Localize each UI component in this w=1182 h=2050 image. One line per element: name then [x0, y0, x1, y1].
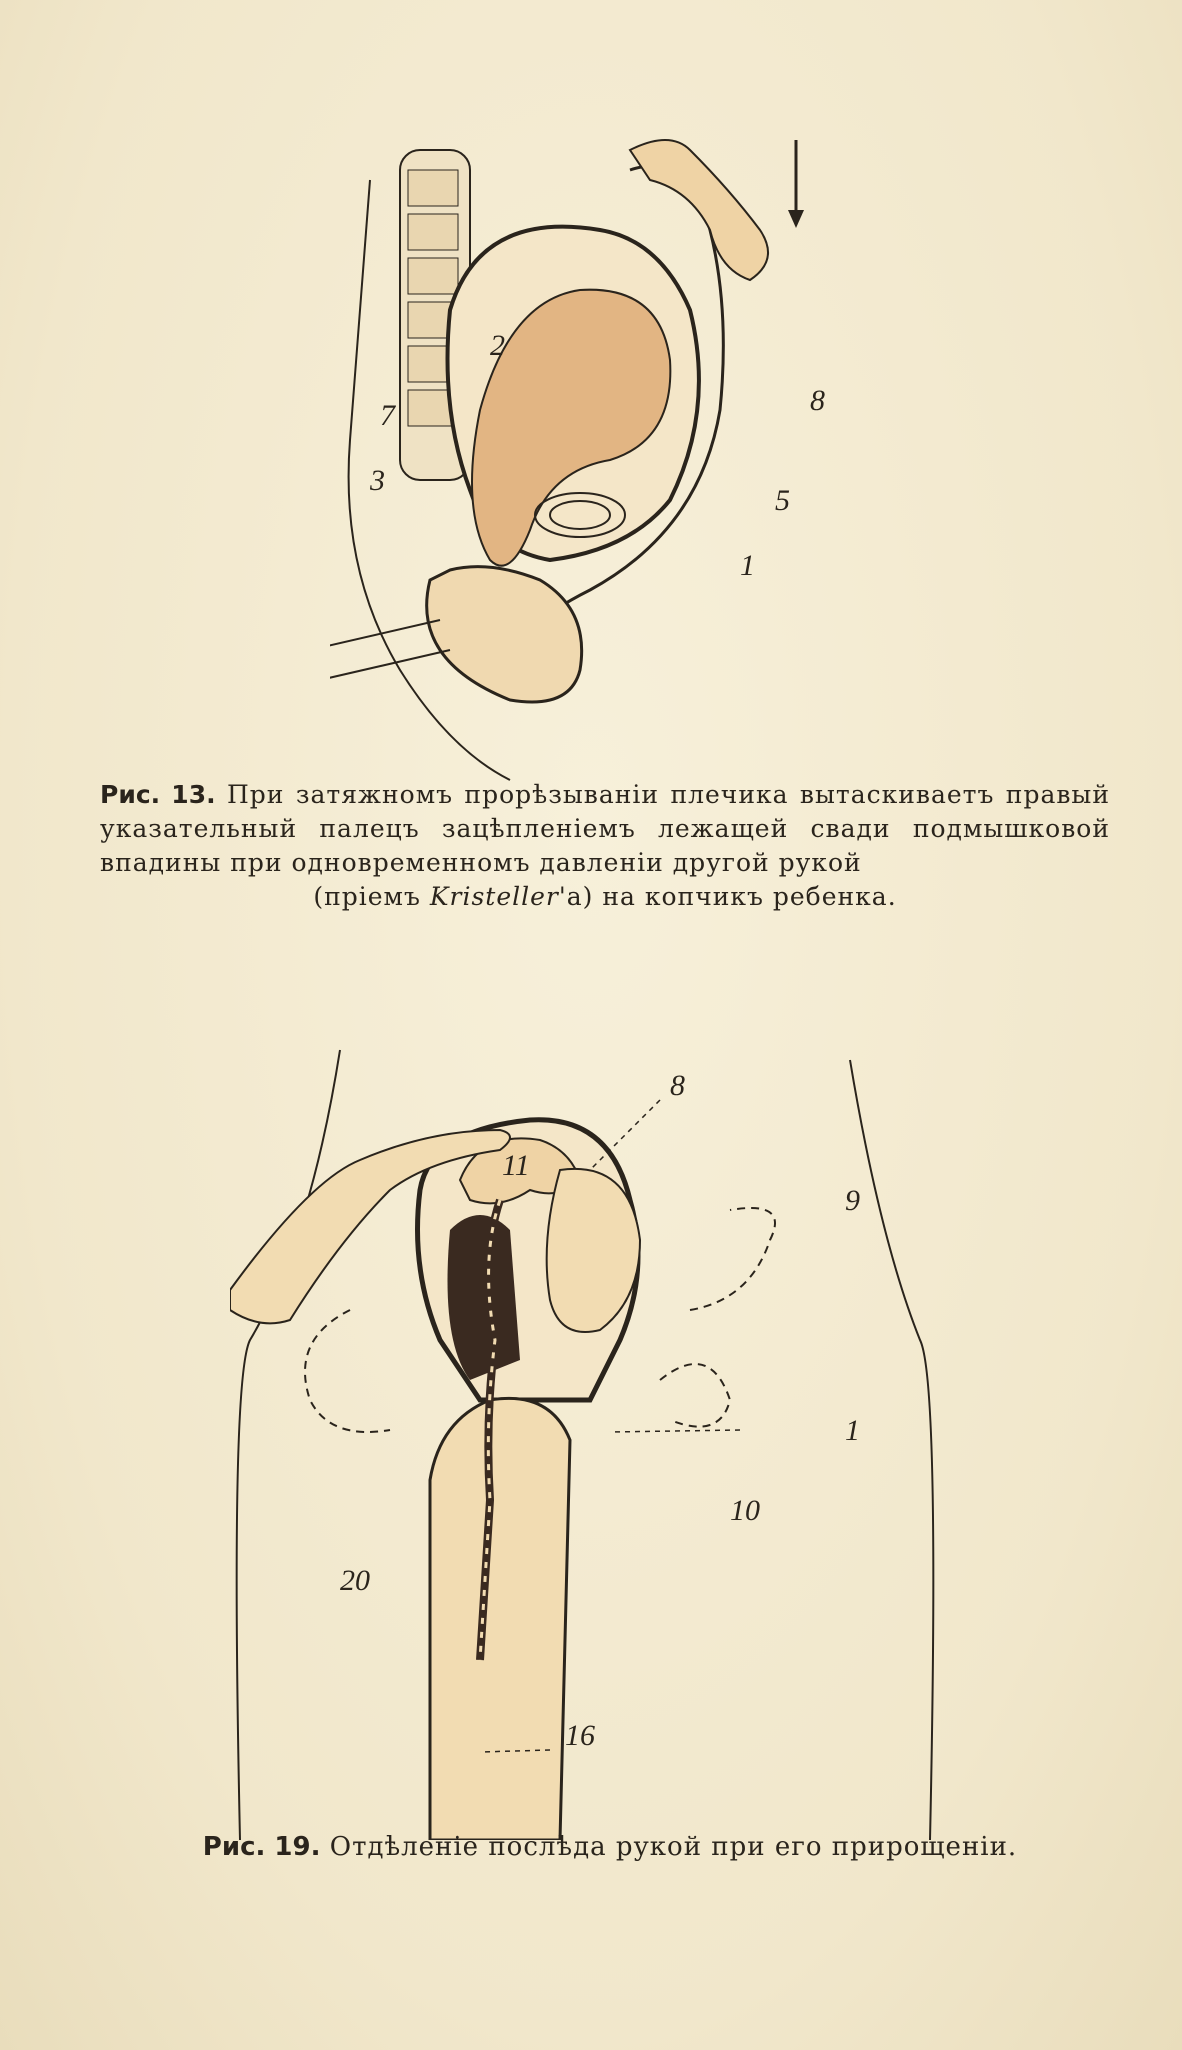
figure-13-number: Рис. 13. [100, 780, 216, 809]
fig19-label-9: 9 [845, 1184, 860, 1217]
figure-13-drawing [330, 110, 850, 790]
figure-13-caption-tail-close: 'а) на копчикъ ребенка. [558, 882, 897, 911]
fig13-label-2: 2 [490, 329, 505, 362]
fig13-label-3: 3 [370, 464, 385, 497]
figure-13-caption-name: Kristeller [429, 882, 559, 911]
figure-13-caption-text: При затяжномъ прорѣзываніи плечика вытаскиваетъ правый указательный палецъ зацѣпленіемъ лежащей свади подмышковой впадины при одновременномъ давленіи другой рукой [100, 780, 1110, 877]
figure-19-illustration [230, 1040, 950, 1840]
fig19-label-16: 16 [565, 1719, 595, 1752]
placenta-dark-drawing [448, 1215, 521, 1380]
figure-19-caption [180, 1830, 1040, 1864]
fig13-label-8: 8 [810, 384, 825, 417]
figure-13-illustration [330, 110, 850, 790]
figure-13-caption [100, 778, 1110, 914]
figure-19-caption-text: Отдѣленіе послѣда рукой при его прирощеніи. [329, 1832, 1018, 1862]
figure-19-drawing [230, 1040, 950, 1840]
fig19-label-11: 11 [502, 1149, 530, 1182]
fig13-label-1: 1 [740, 549, 755, 582]
fig19-label-1: 1 [845, 1414, 860, 1447]
fig19-label-10: 10 [730, 1494, 760, 1527]
figure-19-number: Рис. 19. [202, 1832, 321, 1862]
fig19-label-8: 8 [670, 1069, 685, 1102]
fig13-label-5: 5 [775, 484, 790, 517]
fig13-label-7: 7 [380, 399, 395, 432]
figure-13-caption-tail-open: (пріемъ [313, 882, 421, 911]
infant-head-drawing [427, 567, 582, 702]
fig19-label-20: 20 [340, 1564, 370, 1597]
arrow-up-right-icon [788, 140, 804, 228]
figure-13-caption-tail [100, 880, 1110, 914]
forearm-drawing [430, 1398, 570, 1840]
